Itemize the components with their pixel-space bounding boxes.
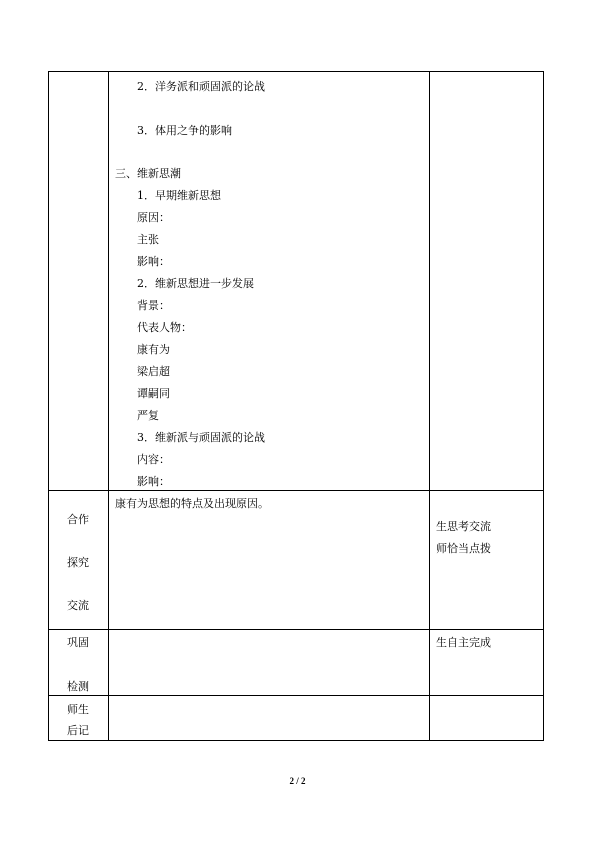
text-line: 主张 xyxy=(137,233,159,246)
text-line: 1．早期维新思想 xyxy=(137,189,221,202)
text-line: 影响： xyxy=(137,475,170,488)
row-divider-2 xyxy=(48,629,544,630)
section-label: 后记 xyxy=(67,724,89,737)
table-right-border xyxy=(543,71,544,741)
column-divider-2 xyxy=(429,71,430,741)
section-label: 巩固 xyxy=(67,636,89,649)
section-label: 交流 xyxy=(67,599,89,612)
text-line: 3．维新派与顽固派的论战 xyxy=(137,431,265,444)
section-content: 康有为思想的特点及出现原因。 xyxy=(115,497,269,510)
section-heading: 三、维新思潮 xyxy=(115,167,181,180)
text-line: 原因： xyxy=(137,211,170,224)
row-divider-3 xyxy=(48,695,544,696)
text-line: 康有为 xyxy=(137,343,170,356)
text-line: 代表人物： xyxy=(137,321,192,334)
section-note: 师恰当点拨 xyxy=(436,542,491,555)
table-bottom-border xyxy=(48,740,544,741)
section-label: 师生 xyxy=(67,703,89,716)
text-line: 3．体用之争的影响 xyxy=(137,124,232,137)
text-line: 背景： xyxy=(137,299,170,312)
row-divider-1 xyxy=(48,490,544,491)
text-line: 谭嗣同 xyxy=(137,387,170,400)
text-line: 2．维新思想进一步发展 xyxy=(137,277,254,290)
section-label: 合作 xyxy=(67,513,89,526)
section-note: 生自主完成 xyxy=(436,636,491,649)
table-top-border xyxy=(48,71,544,72)
table-left-border xyxy=(48,71,49,741)
page-number: 2 / 2 xyxy=(289,776,306,786)
column-divider-1 xyxy=(108,71,109,741)
text-line: 2．洋务派和顽固派的论战 xyxy=(137,80,265,93)
text-line: 严复 xyxy=(137,409,159,422)
section-label: 检测 xyxy=(67,680,89,693)
section-note: 生思考交流 xyxy=(436,520,491,533)
text-line: 影响： xyxy=(137,255,170,268)
section-label: 探究 xyxy=(67,556,89,569)
text-line: 梁启超 xyxy=(137,365,170,378)
text-line: 内容： xyxy=(137,453,170,466)
